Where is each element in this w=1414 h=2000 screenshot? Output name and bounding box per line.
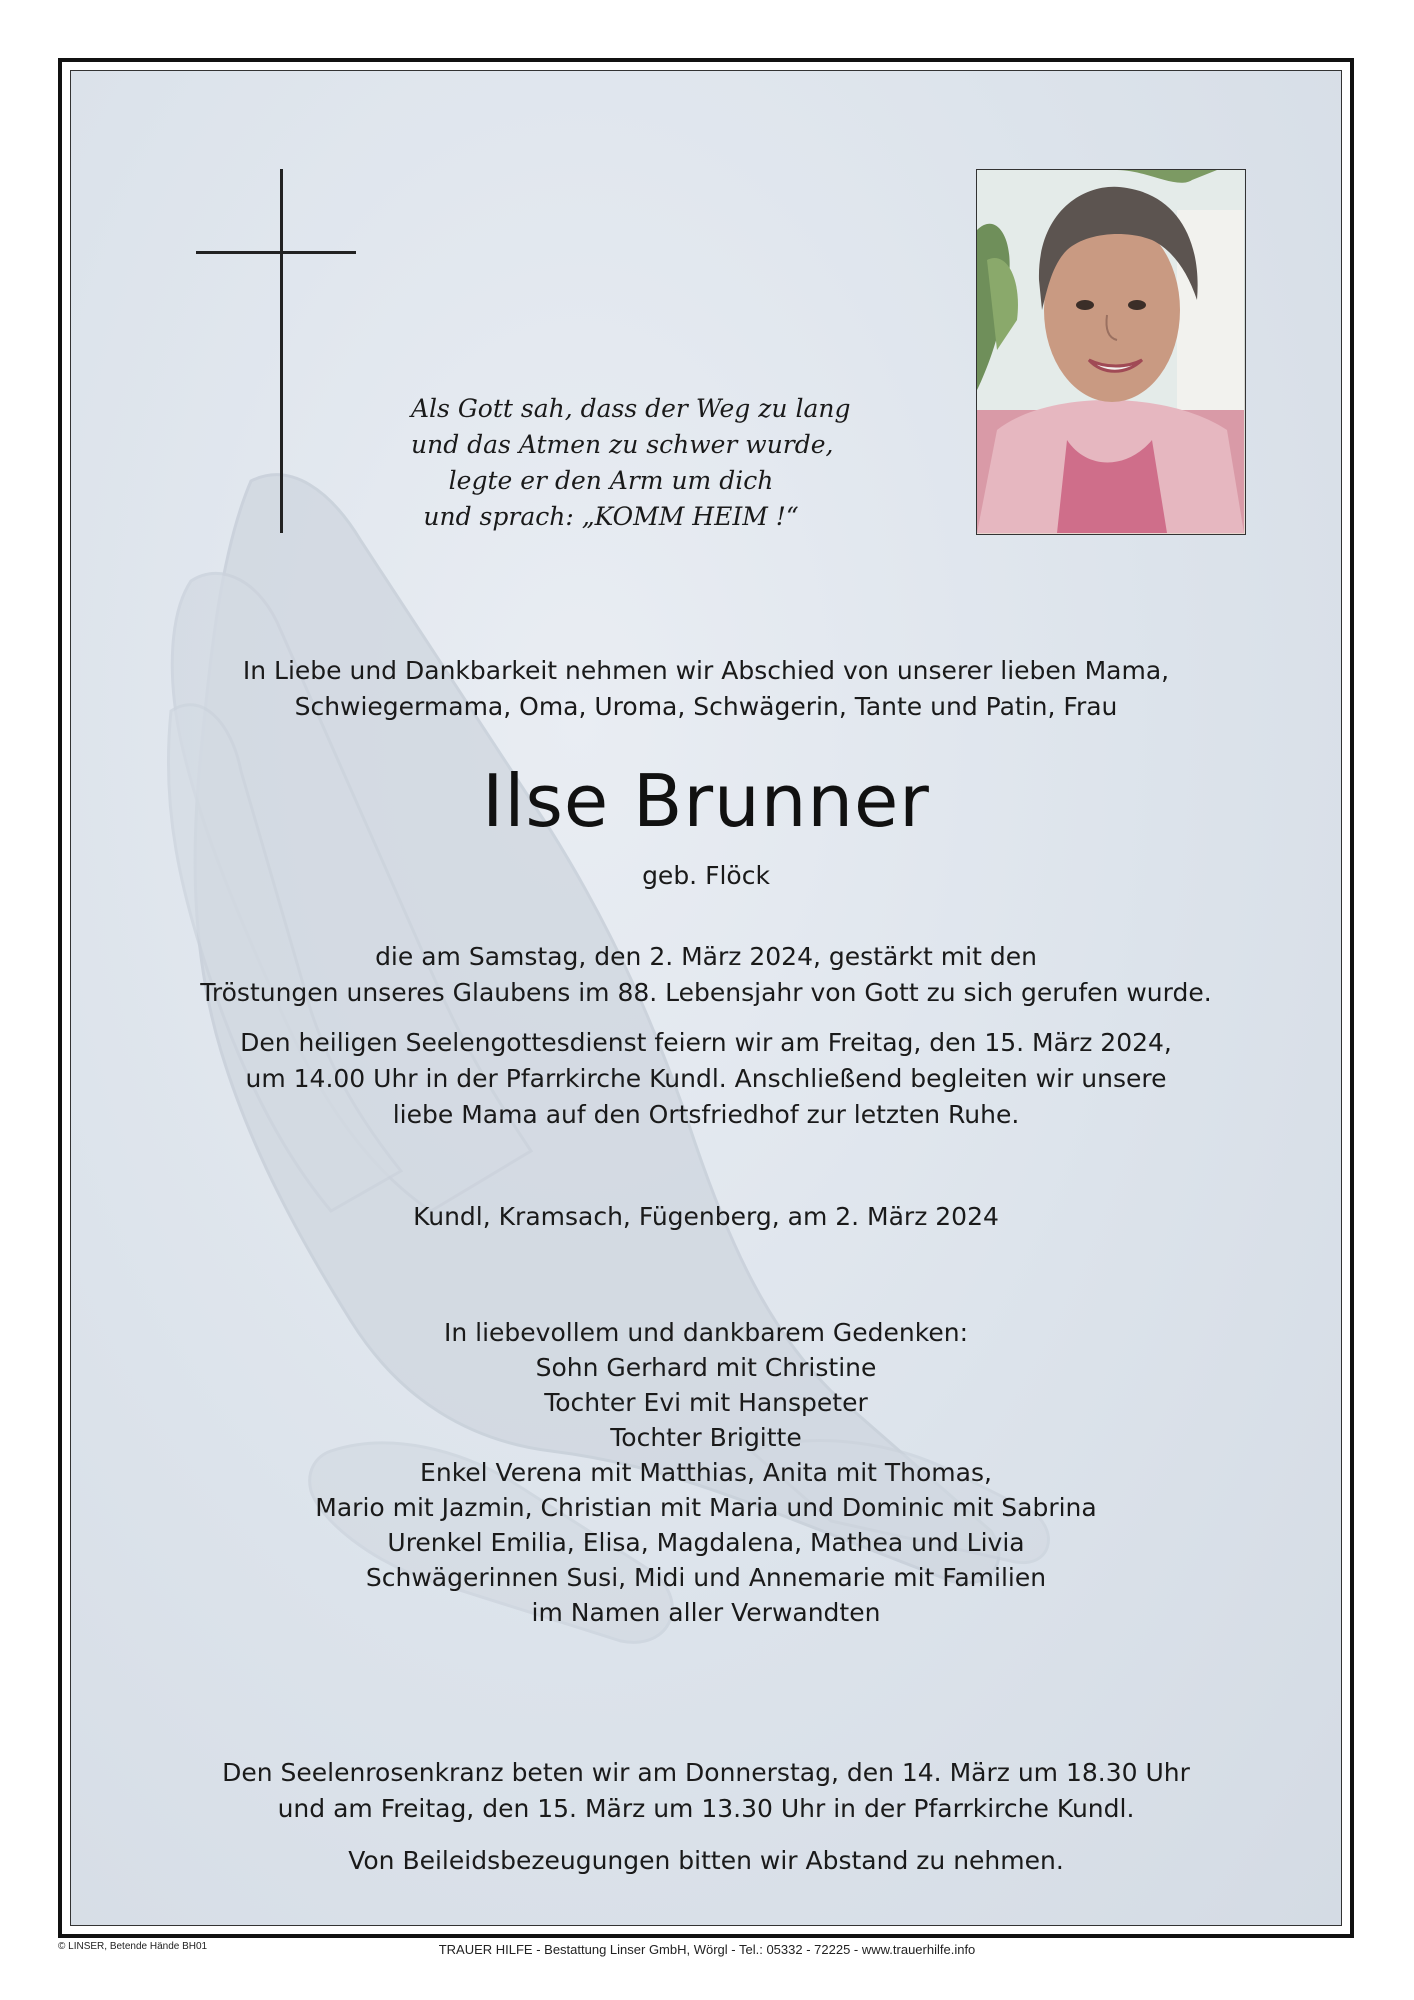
service-line: Den heiligen Seelengottesdienst feiern wir am Freitag, den 15. März 2024,: [240, 1028, 1172, 1057]
service-line: um 14.00 Uhr in der Pfarrkirche Kundl. Anschließend begleiten wir unsere: [245, 1064, 1167, 1093]
intro-line: In Liebe und Dankbarkeit nehmen wir Abschied von unserer lieben Mama,: [242, 656, 1170, 685]
rosary-line: Den Seelenrosenkranz beten wir am Donnerstag, den 14. März um 18.30 Uhr: [222, 1758, 1190, 1787]
mourners-line: im Namen aller Verwandten: [531, 1598, 881, 1627]
quote-line: legte er den Arm um dich: [448, 466, 774, 495]
notice-frame: [58, 58, 1354, 1938]
cross-vertical-icon: [280, 169, 283, 533]
poem-quote: [411, 391, 851, 535]
death-notice-text: [71, 939, 1341, 1011]
cross-horizontal-icon: [196, 251, 356, 254]
notice-background: [70, 70, 1342, 1926]
deceased-name: Ilse Brunner: [482, 759, 930, 843]
service-line: liebe Mama auf den Ortsfriedhof zur letzten Ruhe.: [392, 1100, 1020, 1129]
mourners-line: Sohn Gerhard mit Christine: [535, 1353, 877, 1382]
portrait-photo: [976, 169, 1246, 535]
intro-line: Schwiegermama, Oma, Uroma, Schwägerin, Tante und Patin, Frau: [294, 692, 1118, 721]
company-footer: TRAUER HILFE - Bestattung Linser GmbH, Wörgl - Tel.: 05332 - 72225 - www.trauerhilfe.info: [438, 1942, 976, 1957]
quote-line: und das Atmen zu schwer wurde,: [411, 430, 834, 459]
mourners-list: [71, 1315, 1341, 1630]
portrait-illustration: [977, 170, 1244, 533]
mourners-line: Tochter Evi mit Hanspeter: [544, 1388, 868, 1417]
service-text: [71, 1025, 1341, 1133]
quote-line: und sprach: „KOMM HEIM !“: [423, 502, 799, 531]
death-notice-line: die am Samstag, den 2. März 2024, gestärkt mit den: [375, 942, 1037, 971]
mourners-line: In liebevollem und dankbarem Gedenken:: [443, 1318, 969, 1347]
mourners-line: Schwägerinnen Susi, Midi und Annemarie mit Familien: [365, 1563, 1047, 1592]
mourners-line: Tochter Brigitte: [610, 1423, 802, 1452]
copyright-note: © LINSER, Betende Hände BH01: [58, 1941, 208, 1952]
death-notice-line: Tröstungen unseres Glaubens im 88. Lebensjahr von Gott zu sich gerufen wurde.: [200, 978, 1212, 1007]
intro-text: [71, 653, 1341, 725]
place-date: Kundl, Kramsach, Fügenberg, am 2. März 2024: [413, 1202, 999, 1231]
mourners-line: Urenkel Emilia, Elisa, Magdalena, Mathea und Livia: [387, 1528, 1025, 1557]
rosary-line: und am Freitag, den 15. März um 13.30 Uhr in der Pfarrkirche Kundl.: [277, 1794, 1135, 1823]
mourners-line: Mario mit Jazmin, Christian mit Maria und Dominic mit Sabrina: [315, 1493, 1097, 1522]
rosary-text: [71, 1755, 1341, 1827]
quote-line: Als Gott sah, dass der Weg zu lang: [411, 394, 851, 423]
mourners-line: Enkel Verena mit Matthias, Anita mit Thomas,: [420, 1458, 992, 1487]
closing-text: Von Beileidsbezeugungen bitten wir Abstand zu nehmen.: [348, 1846, 1064, 1875]
birth-name: geb. Flöck: [642, 861, 770, 890]
